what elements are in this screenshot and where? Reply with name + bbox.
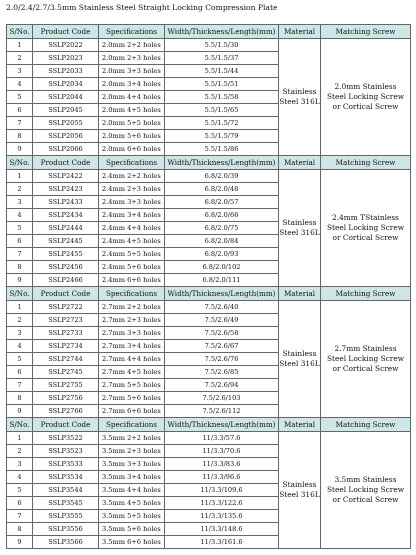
cell-sn: 3 bbox=[7, 65, 33, 78]
cell-sn: 7 bbox=[7, 510, 33, 523]
cell-product-code: SSLP3523 bbox=[33, 445, 99, 458]
cell-product-code: SSLP2456 bbox=[33, 261, 99, 274]
cell-dimensions: 5.5/1.5/79 bbox=[165, 130, 279, 143]
cell-dimensions: 7.5/2.6/49 bbox=[165, 314, 279, 327]
header-sn: S/No. bbox=[7, 25, 33, 39]
cell-product-code: SSLP2455 bbox=[33, 248, 99, 261]
cell-sn: 8 bbox=[7, 392, 33, 405]
header-material: Material bbox=[279, 287, 321, 301]
cell-product-code: SSLP2466 bbox=[33, 274, 99, 287]
cell-dimensions: 6.8/2.0/57 bbox=[165, 196, 279, 209]
cell-product-code: SSLP2445 bbox=[33, 235, 99, 248]
cell-sn: 2 bbox=[7, 183, 33, 196]
cell-matching-screw: 2.7mm Stainless Steel Locking Screw or Cortical Screw bbox=[321, 301, 411, 418]
cell-specification: 2.0mm 5+6 holes bbox=[99, 130, 165, 143]
header-specifications: Specifications bbox=[99, 25, 165, 39]
cell-product-code: SSLP2433 bbox=[33, 196, 99, 209]
cell-dimensions: 6.8/2.0/93 bbox=[165, 248, 279, 261]
cell-specification: 2.7mm 5+5 holes bbox=[99, 379, 165, 392]
cell-sn: 4 bbox=[7, 209, 33, 222]
header-row bbox=[7, 287, 411, 301]
cell-dimensions: 5.5/1.5/65 bbox=[165, 104, 279, 117]
cell-specification: 2.0mm 5+5 holes bbox=[99, 117, 165, 130]
cell-product-code: SSLP3556 bbox=[33, 523, 99, 536]
cell-sn: 8 bbox=[7, 523, 33, 536]
cell-product-code: SSLP3522 bbox=[33, 432, 99, 445]
cell-specification: 2.4mm 2+2 holes bbox=[99, 170, 165, 183]
cell-specification: 2.4mm 5+5 holes bbox=[99, 248, 165, 261]
header-specifications: Specifications bbox=[99, 287, 165, 301]
cell-product-code: SSLP2734 bbox=[33, 340, 99, 353]
cell-product-code: SSLP2444 bbox=[33, 222, 99, 235]
cell-dimensions: 7.5/2.6/76 bbox=[165, 353, 279, 366]
cell-sn: 3 bbox=[7, 458, 33, 471]
cell-specification: 2.7mm 2+2 holes bbox=[99, 301, 165, 314]
cell-specification: 2.7mm 2+3 holes bbox=[99, 314, 165, 327]
product-table bbox=[6, 24, 411, 549]
cell-sn: 5 bbox=[7, 484, 33, 497]
cell-specification: 2.7mm 3+4 holes bbox=[99, 340, 165, 353]
cell-product-code: SSLP2756 bbox=[33, 392, 99, 405]
cell-sn: 4 bbox=[7, 340, 33, 353]
header-dimensions: Width/Thickness/Length(mm) bbox=[165, 156, 279, 170]
cell-specification: 2.0mm 3+4 holes bbox=[99, 78, 165, 91]
cell-sn: 1 bbox=[7, 301, 33, 314]
cell-specification: 3.5mm 5+5 holes bbox=[99, 510, 165, 523]
cell-sn: 2 bbox=[7, 445, 33, 458]
cell-product-code: SSLP2422 bbox=[33, 170, 99, 183]
cell-product-code: SSLP2766 bbox=[33, 405, 99, 418]
cell-product-code: SSLP2044 bbox=[33, 91, 99, 104]
cell-matching-screw: 3.5mm Stainless Steel Locking Screw or Cortical Screw bbox=[321, 432, 411, 549]
header-product-code: Product Code bbox=[33, 25, 99, 39]
header-matching-screw: Matching Screw bbox=[321, 287, 411, 301]
cell-specification: 2.7mm 4+4 holes bbox=[99, 353, 165, 366]
cell-dimensions: 6.8/2.0/39 bbox=[165, 170, 279, 183]
cell-sn: 3 bbox=[7, 196, 33, 209]
cell-specification: 2.4mm 3+3 holes bbox=[99, 196, 165, 209]
cell-sn: 9 bbox=[7, 274, 33, 287]
cell-specification: 2.7mm 5+6 holes bbox=[99, 392, 165, 405]
cell-sn: 6 bbox=[7, 497, 33, 510]
cell-dimensions: 7.5/2.6/58 bbox=[165, 327, 279, 340]
cell-product-code: SSLP2055 bbox=[33, 117, 99, 130]
cell-sn: 2 bbox=[7, 52, 33, 65]
cell-dimensions: 6.8/2.0/111 bbox=[165, 274, 279, 287]
cell-product-code: SSLP2066 bbox=[33, 143, 99, 156]
cell-specification: 3.5mm 3+3 holes bbox=[99, 458, 165, 471]
cell-dimensions: 6.8/2.0/75 bbox=[165, 222, 279, 235]
cell-dimensions: 11/3.3/70.6 bbox=[165, 445, 279, 458]
header-material: Material bbox=[279, 418, 321, 432]
cell-product-code: SSLP2022 bbox=[33, 39, 99, 52]
cell-dimensions: 5.5/1.5/58 bbox=[165, 91, 279, 104]
cell-dimensions: 5.5/1.5/51 bbox=[165, 78, 279, 91]
cell-sn: 9 bbox=[7, 143, 33, 156]
cell-specification: 2.0mm 4+4 holes bbox=[99, 91, 165, 104]
cell-dimensions: 5.5/1.5/37 bbox=[165, 52, 279, 65]
cell-dimensions: 5.5/1.5/44 bbox=[165, 65, 279, 78]
cell-dimensions: 7.5/2.6/40 bbox=[165, 301, 279, 314]
cell-dimensions: 11/3.3/57.6 bbox=[165, 432, 279, 445]
table-row bbox=[7, 432, 411, 445]
cell-specification: 2.7mm 3+3 holes bbox=[99, 327, 165, 340]
cell-dimensions: 5.5/1.5/86 bbox=[165, 143, 279, 156]
cell-product-code: SSLP2723 bbox=[33, 314, 99, 327]
header-sn: S/No. bbox=[7, 418, 33, 432]
cell-specification: 3.5mm 5+6 holes bbox=[99, 523, 165, 536]
cell-specification: 2.4mm 2+3 holes bbox=[99, 183, 165, 196]
cell-dimensions: 6.8/2.0/66 bbox=[165, 209, 279, 222]
cell-sn: 1 bbox=[7, 39, 33, 52]
cell-sn: 4 bbox=[7, 471, 33, 484]
header-dimensions: Width/Thickness/Length(mm) bbox=[165, 418, 279, 432]
cell-specification: 3.5mm 4+4 holes bbox=[99, 484, 165, 497]
cell-product-code: SSLP2434 bbox=[33, 209, 99, 222]
cell-dimensions: 7.5/2.6/67 bbox=[165, 340, 279, 353]
cell-specification: 3.5mm 4+5 holes bbox=[99, 497, 165, 510]
cell-specification: 2.0mm 2+3 holes bbox=[99, 52, 165, 65]
cell-specification: 2.0mm 4+5 holes bbox=[99, 104, 165, 117]
cell-sn: 9 bbox=[7, 536, 33, 549]
cell-specification: 2.0mm 2+2 holes bbox=[99, 39, 165, 52]
cell-specification: 2.4mm 3+4 holes bbox=[99, 209, 165, 222]
table-row bbox=[7, 170, 411, 183]
cell-matching-screw: 2.0mm Stainless Steel Locking Screw or Cortical Screw bbox=[321, 39, 411, 156]
cell-specification: 3.5mm 6+6 holes bbox=[99, 536, 165, 549]
cell-product-code: SSLP2755 bbox=[33, 379, 99, 392]
header-specifications: Specifications bbox=[99, 418, 165, 432]
cell-material: Stainless Steel 316L bbox=[279, 39, 321, 156]
cell-sn: 8 bbox=[7, 261, 33, 274]
header-material: Material bbox=[279, 156, 321, 170]
cell-dimensions: 6.8/2.0/84 bbox=[165, 235, 279, 248]
cell-material: Stainless Steel 316L bbox=[279, 301, 321, 418]
cell-product-code: SSLP2722 bbox=[33, 301, 99, 314]
header-specifications: Specifications bbox=[99, 156, 165, 170]
cell-dimensions: 6.8/2.0/48 bbox=[165, 183, 279, 196]
cell-sn: 6 bbox=[7, 235, 33, 248]
header-product-code: Product Code bbox=[33, 156, 99, 170]
table-row bbox=[7, 301, 411, 314]
cell-product-code: SSLP2045 bbox=[33, 104, 99, 117]
header-product-code: Product Code bbox=[33, 287, 99, 301]
document-title: 2.0/2.4/2.7/3.5mm Stainless Steel Straight Locking Compression Plate bbox=[6, 3, 278, 12]
cell-dimensions: 7.5/2.6/112 bbox=[165, 405, 279, 418]
cell-material: Stainless Steel 316L bbox=[279, 432, 321, 549]
cell-dimensions: 11/3.3/148.6 bbox=[165, 523, 279, 536]
header-product-code: Product Code bbox=[33, 418, 99, 432]
cell-dimensions: 6.8/2.0/102 bbox=[165, 261, 279, 274]
cell-sn: 8 bbox=[7, 130, 33, 143]
header-material: Material bbox=[279, 25, 321, 39]
header-dimensions: Width/Thickness/Length(mm) bbox=[165, 287, 279, 301]
cell-dimensions: 11/3.3/161.6 bbox=[165, 536, 279, 549]
cell-specification: 2.4mm 4+5 holes bbox=[99, 235, 165, 248]
cell-specification: 3.5mm 3+4 holes bbox=[99, 471, 165, 484]
cell-product-code: SSLP3533 bbox=[33, 458, 99, 471]
cell-specification: 3.5mm 2+2 holes bbox=[99, 432, 165, 445]
cell-product-code: SSLP2745 bbox=[33, 366, 99, 379]
cell-sn: 5 bbox=[7, 91, 33, 104]
header-matching-screw: Matching Screw bbox=[321, 25, 411, 39]
header-dimensions: Width/Thickness/Length(mm) bbox=[165, 25, 279, 39]
cell-specification: 2.7mm 4+5 holes bbox=[99, 366, 165, 379]
table-row bbox=[7, 39, 411, 52]
header-sn: S/No. bbox=[7, 156, 33, 170]
cell-product-code: SSLP2023 bbox=[33, 52, 99, 65]
cell-product-code: SSLP2033 bbox=[33, 65, 99, 78]
cell-dimensions: 5.5/1.5/72 bbox=[165, 117, 279, 130]
cell-sn: 6 bbox=[7, 104, 33, 117]
cell-sn: 3 bbox=[7, 327, 33, 340]
header-row bbox=[7, 418, 411, 432]
cell-product-code: SSLP2056 bbox=[33, 130, 99, 143]
cell-specification: 2.4mm 5+6 holes bbox=[99, 261, 165, 274]
cell-sn: 6 bbox=[7, 366, 33, 379]
cell-dimensions: 7.5/2.6/103 bbox=[165, 392, 279, 405]
cell-dimensions: 11/3.3/122.6 bbox=[165, 497, 279, 510]
cell-product-code: SSLP3534 bbox=[33, 471, 99, 484]
cell-sn: 5 bbox=[7, 222, 33, 235]
cell-product-code: SSLP2744 bbox=[33, 353, 99, 366]
cell-product-code: SSLP3545 bbox=[33, 497, 99, 510]
cell-specification: 2.4mm 4+4 holes bbox=[99, 222, 165, 235]
header-sn: S/No. bbox=[7, 287, 33, 301]
cell-product-code: SSLP2423 bbox=[33, 183, 99, 196]
cell-sn: 7 bbox=[7, 248, 33, 261]
cell-dimensions: 7.5/2.6/85 bbox=[165, 366, 279, 379]
cell-sn: 1 bbox=[7, 432, 33, 445]
cell-product-code: SSLP3544 bbox=[33, 484, 99, 497]
cell-product-code: SSLP3555 bbox=[33, 510, 99, 523]
cell-dimensions: 11/3.3/109.6 bbox=[165, 484, 279, 497]
cell-specification: 2.7mm 6+6 holes bbox=[99, 405, 165, 418]
cell-dimensions: 11/3.3/83.6 bbox=[165, 458, 279, 471]
header-row bbox=[7, 156, 411, 170]
header-matching-screw: Matching Screw bbox=[321, 418, 411, 432]
cell-dimensions: 11/3.3/135.6 bbox=[165, 510, 279, 523]
cell-matching-screw: 2.4mm TStainless Steel Locking Screw or Cortical Screw bbox=[321, 170, 411, 287]
cell-product-code: SSLP2733 bbox=[33, 327, 99, 340]
cell-sn: 9 bbox=[7, 405, 33, 418]
cell-sn: 4 bbox=[7, 78, 33, 91]
cell-sn: 7 bbox=[7, 379, 33, 392]
cell-dimensions: 11/3.3/96.6 bbox=[165, 471, 279, 484]
cell-sn: 1 bbox=[7, 170, 33, 183]
cell-dimensions: 7.5/2.6/94 bbox=[165, 379, 279, 392]
cell-product-code: SSLP3566 bbox=[33, 536, 99, 549]
cell-sn: 5 bbox=[7, 353, 33, 366]
cell-material: Stainless Steel 316L bbox=[279, 170, 321, 287]
cell-dimensions: 5.5/1.5/30 bbox=[165, 39, 279, 52]
cell-specification: 2.0mm 3+3 holes bbox=[99, 65, 165, 78]
cell-sn: 7 bbox=[7, 117, 33, 130]
header-row bbox=[7, 25, 411, 39]
cell-specification: 2.4mm 6+6 holes bbox=[99, 274, 165, 287]
cell-product-code: SSLP2034 bbox=[33, 78, 99, 91]
cell-specification: 2.0mm 6+6 holes bbox=[99, 143, 165, 156]
cell-sn: 2 bbox=[7, 314, 33, 327]
cell-specification: 3.5mm 2+3 holes bbox=[99, 445, 165, 458]
header-matching-screw: Matching Screw bbox=[321, 156, 411, 170]
